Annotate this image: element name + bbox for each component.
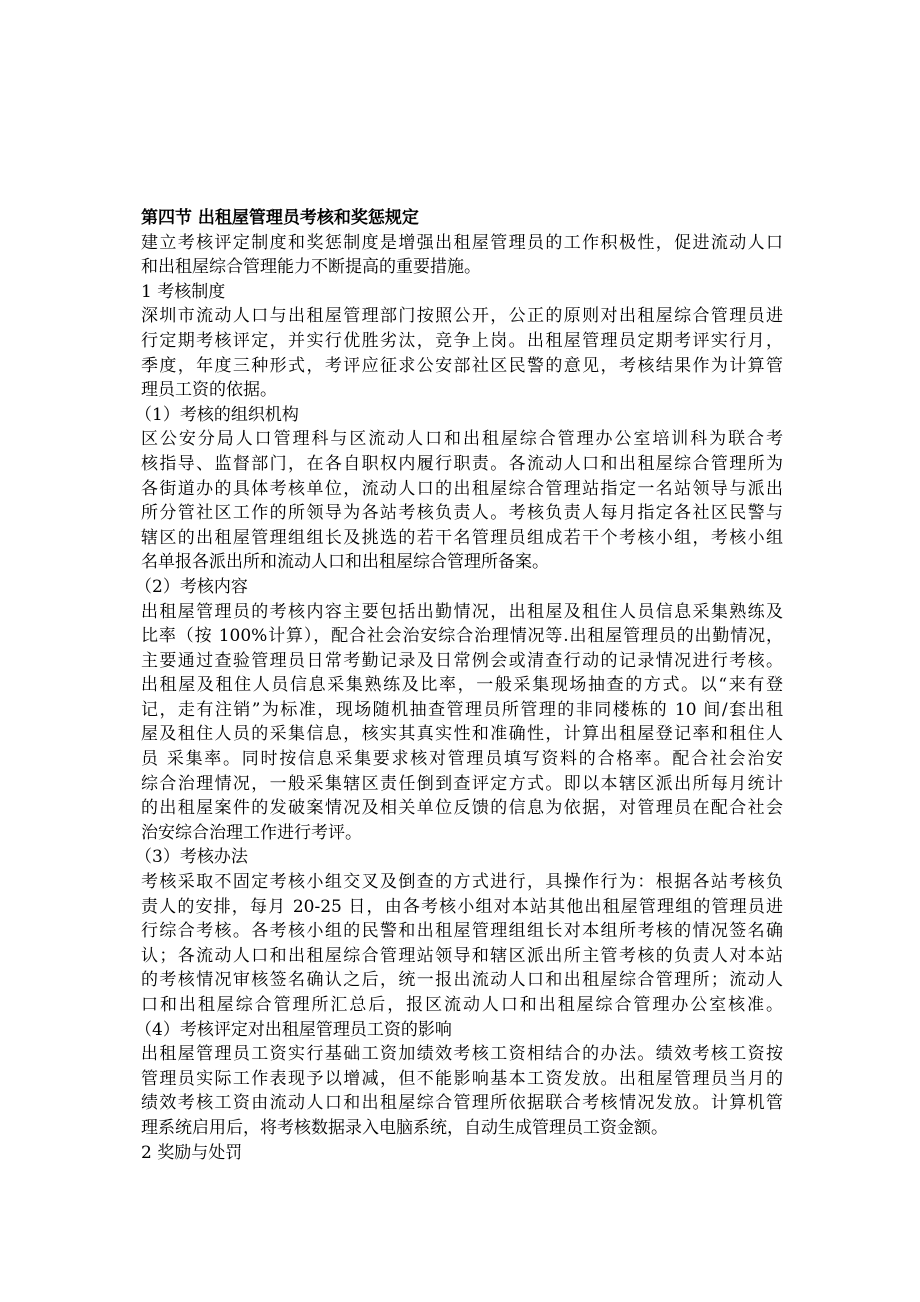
text-line: 综合治理情况，一般采集辖区责任倒到查评定方式。即以本辖区派出所每月统计 <box>141 773 783 794</box>
text-line: 季度，年度三种形式，考评应征求公安部社区民警的意见，考核结果作为计算管 <box>141 355 783 376</box>
text-line: 2 奖励与处罚 <box>141 1142 243 1163</box>
text-line: 各街道办的具体考核单位，流动人口的出租屋综合管理站指定一名站领导与派出 <box>141 478 783 499</box>
text-line: 辖区的出租屋管理组组长及挑选的若干名管理员组成若干个考核小组，考核小组 <box>141 527 783 548</box>
text-line: 比率（按 100%计算），配合社会治安综合治理情况等.出租屋管理员的出勤情况， <box>141 626 783 647</box>
text-line: 核指导、监督部门，在各自职权内履行职责。各流动人口和出租屋综合管理所为 <box>141 453 783 474</box>
text-line: 出租屋管理员工资实行基础工资加绩效考核工资相结合的办法。绩效考核工资按 <box>141 1044 783 1065</box>
text-line: 出租屋管理员的考核内容主要包括出勤情况，出租屋及租住人员信息采集熟练及 <box>141 601 783 622</box>
text-line: 员 采集率。同时按信息采集要求核对管理员填写资料的合格率。配合社会治安 <box>141 749 783 770</box>
text-line: 治安综合治理工作进行考评。 <box>141 822 362 843</box>
text-line: 理系统启用后，将考核数据录入电脑系统，自动生成管理员工资金额。 <box>141 1117 668 1138</box>
text-line: 屋及租住人员的采集信息，核实其真实性和准确性，计算出租屋登记率和租住人 <box>141 724 783 745</box>
subsection-heading: （3）考核办法 <box>135 847 248 868</box>
text-line: 行综合考核。各考核小组的民警和出租屋管理组组长对本组所考核的情况签名确 <box>141 921 783 942</box>
text-line: 主要通过查验管理员日常考勤记录及日常例会或清查行动的记录情况进行考核。 <box>141 650 783 671</box>
text-line: 名单报各派出所和流动人口和出租屋综合管理所备案。 <box>141 552 549 573</box>
subsection-heading: （2）考核内容 <box>135 576 248 597</box>
text-line: 口和出租屋综合管理所汇总后，报区流动人口和出租屋综合管理办公室核准。 <box>141 995 783 1015</box>
text-line: 记，走有注销”为标准，现场随机抽查管理员所管理的非同楼栋的 10 间/套出租 <box>141 699 783 720</box>
text-line: 建立考核评定制度和奖惩制度是增强出租屋管理员的工作积极性，促进流动人口 <box>141 232 783 253</box>
text-line: 管理员实际工作表现予以增减，但不能影响基本工资发放。出租屋管理员当月的 <box>141 1068 783 1089</box>
text-line: 行定期考核评定，并实行优胜劣汰，竞争上岗。出租屋管理员定期考评实行月， <box>141 330 783 351</box>
section-heading: 第四节 出租屋管理员考核和奖惩规定 <box>141 208 419 228</box>
text-line: 认；各流动人口和出租屋综合管理站领导和辖区派出所主管考核的负责人对本站 <box>141 945 783 966</box>
text-line: 出租屋及租住人员信息采集熟练及比率，一般采集现场抽查的方式。以“来有登 <box>141 675 783 696</box>
text-line: 的出租屋案件的发破案情况及相关单位反馈的信息为依据，对管理员在配合社会 <box>141 798 783 819</box>
subsection-heading: （1）考核的组织机构 <box>135 404 299 425</box>
subsection-heading: （4）考核评定对出租屋管理员工资的影响 <box>135 1019 452 1040</box>
text-line: 责人的安排，每月 20-25 日，由各考核小组对本站其他出租屋管理组的管理员进 <box>141 896 783 917</box>
text-line: 1 考核制度 <box>141 281 226 302</box>
document-body <box>135 206 783 1165</box>
text-line: 绩效考核工资由流动人口和出租屋综合管理所依据联合考核情况发放。计算机管 <box>141 1093 783 1114</box>
text-line: 理员工资的依据。 <box>141 380 277 401</box>
text-line: 深圳市流动人口与出租屋管理部门按照公开，公正的原则对出租屋综合管理员进 <box>141 306 783 327</box>
text-line: 区公安分局人口管理科与区流动人口和出租屋综合管理办公室培训科为联合考 <box>141 429 783 450</box>
text-line: 的考核情况审核签名确认之后，统一报出流动人口和出租屋综合管理所；流动人 <box>141 970 783 991</box>
text-line: 所分管社区工作的所领导为各站考核负责人。考核负责人每月指定各社区民警与 <box>141 503 783 524</box>
text-line: 考核采取不固定考核小组交叉及倒查的方式进行，具操作行为：根据各站考核负 <box>141 872 783 893</box>
text-line: 和出租屋综合管理能力不断提高的重要措施。 <box>141 257 481 278</box>
